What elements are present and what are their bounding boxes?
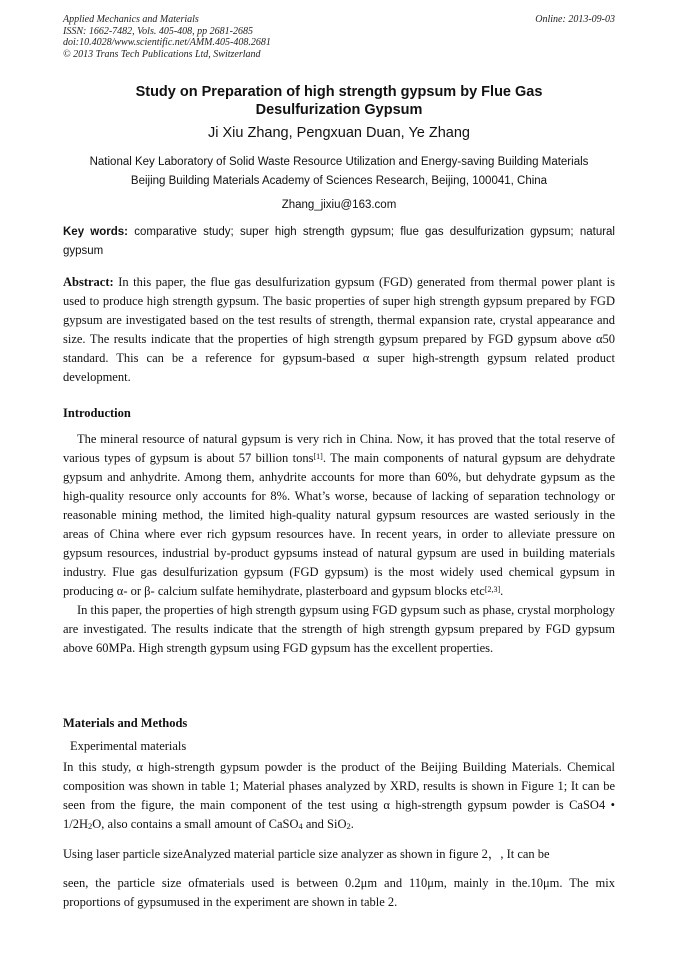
authors: Ji Xiu Zhang, Pengxuan Duan, Ye Zhang (208, 125, 470, 141)
materials-paragraph-1 (63, 758, 615, 834)
author-email: Zhang_jixiu@163.com (281, 199, 397, 211)
mm-p1-text-c: and SiO (302, 817, 347, 831)
affiliation-line-1: National Key Laboratory of Solid Waste Resource Utilization and Energy-saving Building Materials (89, 156, 589, 168)
journal-doi: doi:10.4028/www.scientific.net/AMM.405-408.2681 (63, 37, 271, 48)
citation-2-3: [2,3] (484, 585, 501, 594)
journal-issn: ISSN: 1662-7482, Vols. 405-408, pp 2681-2685 (63, 25, 253, 37)
mm-p1-text-b: O, also contains a small amount of CaSO (92, 817, 299, 831)
introduction-body (63, 430, 615, 658)
intro-p1-end: . (500, 584, 504, 598)
affiliation (50, 153, 628, 191)
abstract-text: In this paper, the flue gas desulfurization gypsum (FGD) generated from thermal power plant is used to produce high strength gypsum. The basic properties of super high strength gypsum prepared by FGD gypsum are investigated based on the test results of strength, thermal expansion rate, crystal appearance and size. The results indicate that the properties of high strength gypsum prepared by FGD gypsum above α50 standard. This can be a reference for gypsum-based α super high-strength gypsum related product development. (63, 275, 616, 384)
citation-1: [1] (313, 452, 323, 461)
journal-name: Applied Mechanics and Materials (63, 14, 199, 25)
mm-p1-text-a: In this study, α high-strength gypsum powder is the product of the Beijing Building Materials. Chemical composition was shown in table 1; Material phases analyzed by XRD, results is shown in Figure 1; It can be seen from the figure, the main component of the test using α high-strength gypsum powder is CaSO4 • 1/2H (63, 760, 615, 831)
materials-methods-heading: Materials and Methods (63, 716, 188, 730)
title-line-2: Desulfurization Gypsum (255, 102, 423, 118)
mm-p2-line-1: Using laser particle sizeAnalyzed material particle size analyzer as shown in figure 2，, It can be (63, 847, 550, 861)
intro-paragraph-2: In this paper, the properties of high strength gypsum using FGD gypsum such as phase, crystal morphology are investigated. The results indicate that the strength of high strength gypsum prepared by FGD gypsum above 60MPa. High strength gypsum using FGD gypsum has the excellent properties. (63, 603, 615, 655)
title-line-1: Study on Preparation of high strength gypsum by Flue Gas (135, 84, 543, 100)
intro-paragraph-1 (63, 430, 615, 601)
paper-title (63, 83, 615, 119)
online-date: Online: 2013-09-03 (535, 14, 615, 25)
mm-p1-end: . (350, 817, 354, 831)
journal-header (63, 14, 615, 60)
keywords (63, 223, 615, 261)
materials-paragraph-2 (63, 845, 615, 912)
subscript-sio2: 2 (346, 821, 351, 831)
keywords-text: comparative study; super high strength gypsum; flue gas desulfurization gypsum; natural gypsum (63, 226, 615, 257)
abstract-label: Abstract: (63, 275, 114, 289)
keywords-label: Key words: (63, 226, 128, 238)
experimental-materials-subheading: Experimental materials (70, 739, 187, 753)
materials-body (63, 758, 615, 834)
mm-p2-rest: seen, the particle size ofmaterials used is between 0.2μm and 110μm, mainly in the.10μm. The mix proportions of gypsumused in the experiment are shown in table 2. (63, 876, 615, 909)
subscript-so4: 4 (298, 821, 303, 831)
affiliation-line-2: Beijing Building Materials Academy of Sciences Research, Beijing, 100041, China (130, 175, 548, 187)
subscript-h2: 2 (88, 821, 93, 831)
intro-p1-text-a: The mineral resource of natural gypsum is very rich in China. Now, it has proved that the total reserve of various types of gypsum is about 57 billion tons (63, 432, 615, 465)
introduction-heading: Introduction (63, 406, 131, 420)
abstract (63, 273, 615, 387)
journal-copyright: © 2013 Trans Tech Publications Ltd, Switzerland (63, 48, 261, 60)
intro-p1-text-b: . The main components of natural gypsum are dehydrate gypsum and anhydrite. Among them, anhydrite accounts for more than 60%, but dehydrate gypsum as the high-quality resource only accounts for 8%. What’s worse, because of lacking of separation technology or reasonable mining method, the limited high-quality natural gypsum resources are wasted seriously in the areas of China where ever rich gypsum resources have. In recent years, in order to alleviate pressure on gypsum resources, industrial by-product gypsums instead of natural gypsum are used in building materials industry. Flue gas desulfurization gypsum (FGD gypsum) is the most widely used chemical gypsum in producing α- or β- calcium sulfate hemihydrate, plasterboard and gypsum blocks etc (63, 451, 615, 598)
